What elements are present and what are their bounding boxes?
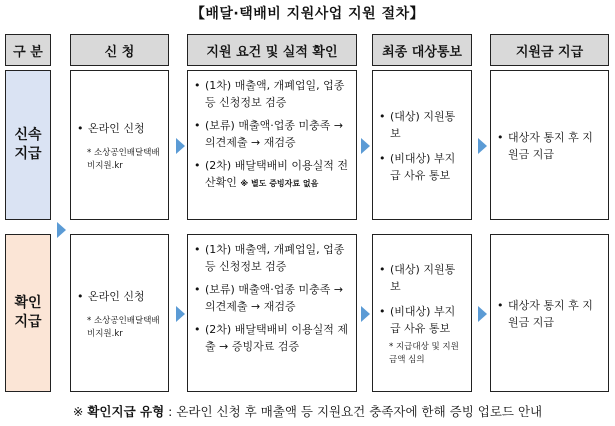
apply-box-confirm [70,234,169,392]
bullet-icon: • [379,109,386,123]
verify-box-confirm [187,234,357,392]
verify-step-1: (1차) 매출액, 개폐업일, 업종 등 신청정보 검증 [205,79,345,110]
header-category: 구 분 [5,34,51,66]
notify-target: (대상) 지원통보 [390,109,456,140]
verify-step-2: (보류) 매출액·업종 미충족 → 의견제출 → 재검증 [205,119,344,150]
verify-step-1: (1차) 매출액, 개폐업일, 업종 등 신청정보 검증 [205,243,345,274]
footer-note [0,402,615,420]
notify-note: * 지급대상 및 지원금액 심의 [389,342,459,366]
arrow-right-icon [478,306,487,322]
notify-nontarget: (비대상) 부지급 사유 통보 [390,152,456,183]
bullet-icon: • [379,305,386,319]
bullet-icon: • [194,323,201,337]
notify-nontarget: (비대상) 부지급 사유 통보 [390,305,456,336]
bullet-icon: • [77,121,84,135]
bullet-icon: • [194,79,201,92]
pay-box-fast [490,70,609,220]
header-verify: 지원 요건 및 실적 확인 [187,34,357,66]
pay-box-confirm [490,234,609,392]
notify-box-fast [372,70,472,220]
notify-box-confirm [372,234,472,392]
verify-step-3: (2차) 배달택배비 이용실적 제출 → 증빙자료 검증 [205,323,348,354]
arrow-right-icon [361,306,370,322]
apply-box-fast [70,70,169,220]
verify-note: ※ 별도 증빙자료 없음 [240,179,319,189]
apply-text: 온라인 신청 [88,289,145,303]
bullet-icon: • [194,283,201,297]
row-label-fast [5,70,51,220]
bullet-icon: • [194,243,201,256]
arrow-right-icon [361,138,370,154]
arrow-right-icon [176,306,185,322]
footer-prefix: ※ [72,404,88,419]
arrow-right-icon [478,138,487,154]
arrow-right-icon [176,138,185,154]
notify-target: (대상) 지원통보 [390,263,456,294]
bullet-icon: • [497,298,504,312]
row-label-confirm [5,234,51,392]
bullet-icon: • [379,263,386,277]
header-apply: 신 청 [70,34,169,66]
header-notify: 최종 대상통보 [372,34,472,66]
footer-bold: 확인지급 유형 [87,404,165,419]
pay-text: 대상자 통지 후 지원금 지급 [508,130,593,161]
pay-text: 대상자 통지 후 지원금 지급 [508,298,593,329]
apply-note: * 소상공인배달택배비지원.kr [87,315,160,339]
bullet-icon: • [194,119,201,133]
verify-step-2: (보류) 매출액·업종 미충족 → 의견제출 → 재검증 [205,283,344,314]
header-pay: 지원금 지급 [490,34,609,66]
footer-rest: : 온라인 신청 후 매출액 등 지원요건 충족자에 한해 증빙 업로드 안내 [164,404,543,419]
row-label-text: 신속지급 [14,127,42,162]
bullet-icon: • [77,289,84,303]
page-title: 【배달·택배비 지원사업 지원 절차】 [190,6,425,22]
verify-box-fast [187,70,357,220]
apply-note: * 소상공인배달택배비지원.kr [87,147,160,171]
bullet-icon: • [379,152,386,165]
row-label-text: 확인지급 [14,295,42,330]
bullet-icon: • [194,159,201,173]
arrow-right-icon [57,222,66,238]
apply-text: 온라인 신청 [88,121,145,135]
bullet-icon: • [497,130,504,144]
verify-step-3: (2차) 배달택배비 이용실적 전산확인 [205,159,348,190]
